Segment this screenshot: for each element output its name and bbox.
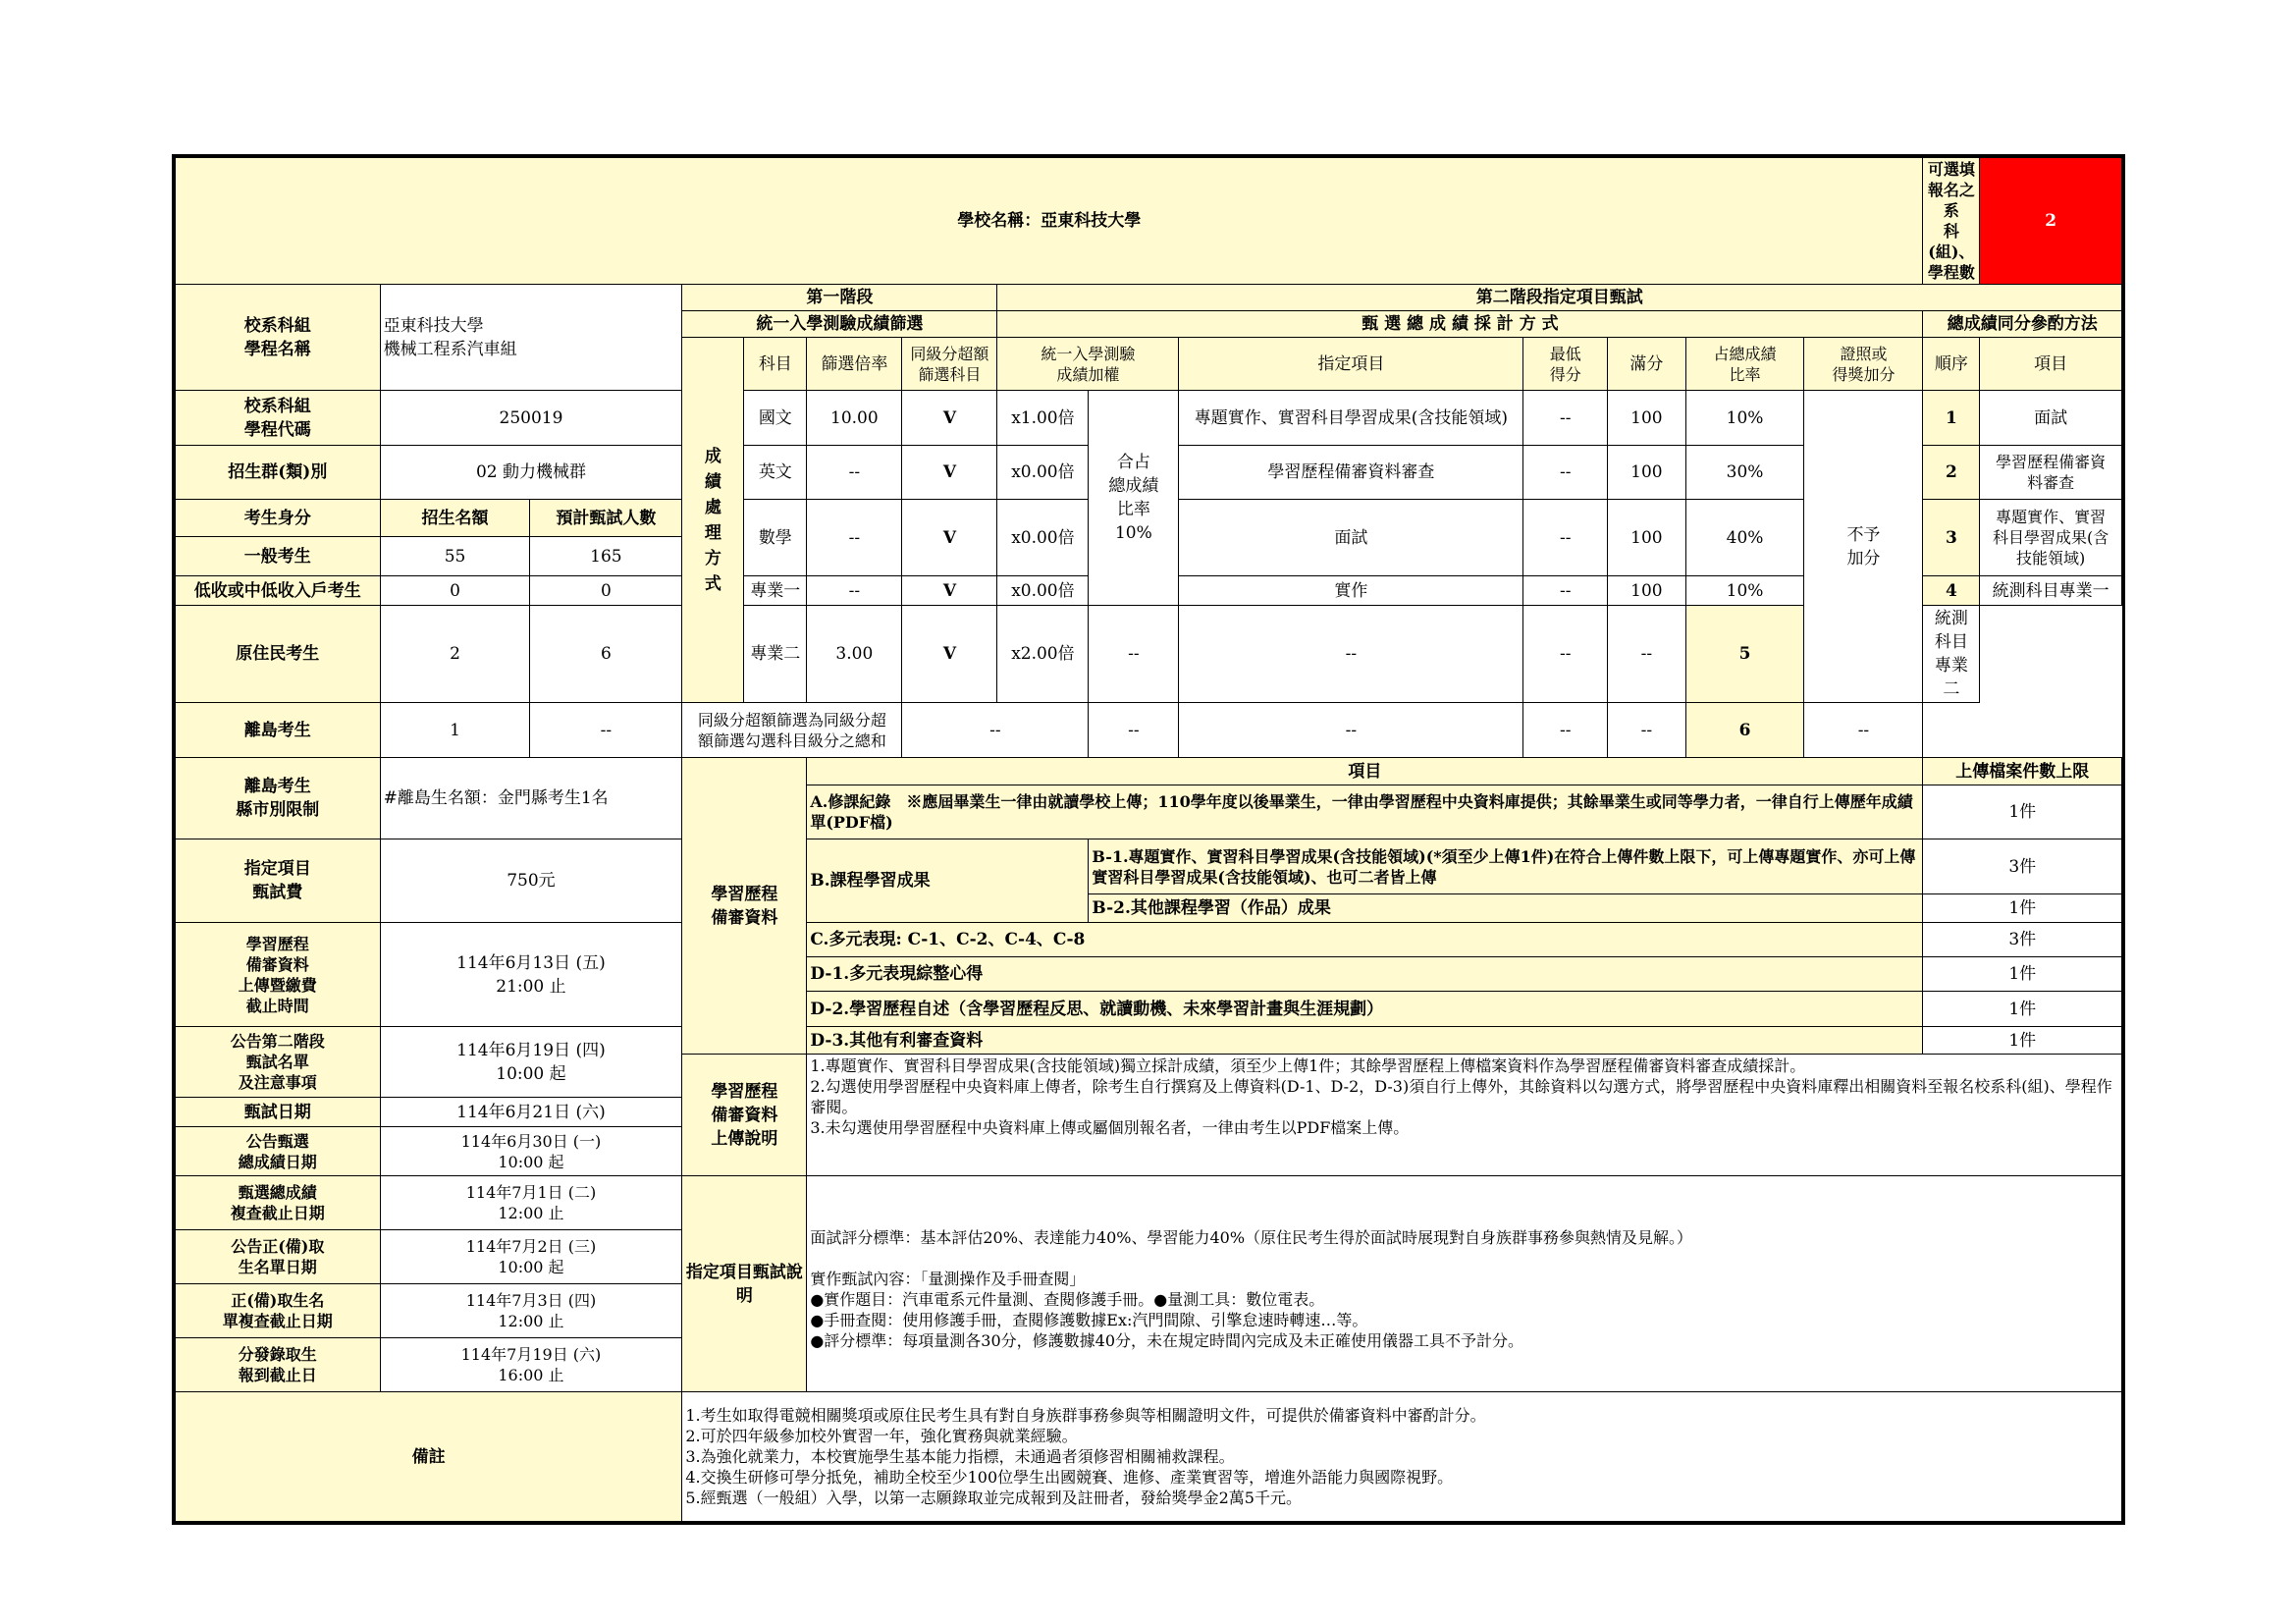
score-method-label: 成 績 處 理 方 式	[682, 338, 744, 703]
ratio-cell: --	[807, 500, 902, 576]
same-cell: V	[902, 446, 997, 500]
portfolio-limit-d3: 1件	[1923, 1027, 2122, 1055]
report-deadline-label: 分發錄取生 報到截止日	[176, 1338, 381, 1392]
group-label: 招生群(類)別	[176, 446, 381, 500]
min-cell: --	[1179, 703, 1523, 758]
portfolio-item-c: C.多元表現: C-1、C-2、C-4、C-8	[807, 923, 1923, 957]
col-min: 最低 得分	[1523, 338, 1608, 391]
remarks-label: 備註	[176, 1392, 682, 1522]
col-full: 滿分	[1608, 338, 1686, 391]
full-cell: 100	[1608, 576, 1686, 606]
portfolio-limit-b2: 1件	[1923, 894, 2122, 923]
col-pct: 占總成績 比率	[1685, 338, 1804, 391]
exam-date-label: 甄試日期	[176, 1098, 381, 1127]
admit-review-value: 114年7月3日 (四) 12:00 止	[380, 1284, 682, 1338]
pct-cell: 40%	[1685, 500, 1804, 576]
col-bonus: 證照或 得獎加分	[1804, 338, 1923, 391]
tie-item: 統測科目專業二	[1923, 606, 1980, 703]
tie-title: 總成績同分參酌方法	[1923, 311, 2122, 338]
tie-order: 6	[1685, 703, 1804, 758]
quota-general: 55	[380, 537, 530, 576]
item-cell: --	[1089, 703, 1179, 758]
tie-item: 專題實作、實習 科目學習成果(含 技能領域)	[1980, 500, 2122, 576]
portfolio-col-item: 項目	[807, 758, 1923, 785]
tie-order: 3	[1923, 500, 1980, 576]
portfolio-item-a: A.修課紀錄 ※應屆畢業生一律由就讀學校上傳；110學年度以後畢業生，一律由學習歷程中央資料庫提供；其餘畢業生或同等學力者，一律自行上傳歷年成績單(PDF檔)	[807, 785, 1923, 839]
portfolio-deadline-value: 114年6月13日 (五) 21:00 止	[380, 923, 682, 1027]
tie-order: 4	[1923, 576, 1980, 606]
portfolio-limit-c: 3件	[1923, 923, 2122, 957]
stage2-title: 第二階段指定項目甄試	[997, 285, 2122, 311]
upload-label: 學習歷程 備審資料 上傳說明	[682, 1055, 807, 1176]
weight-cell: x0.00倍	[997, 576, 1089, 606]
weight-cell: x0.00倍	[997, 446, 1089, 500]
portfolio-limit-d2: 1件	[1923, 992, 2122, 1027]
weight-cell: x1.00倍	[997, 391, 1089, 446]
min-cell: --	[1523, 391, 1608, 446]
item-cell: 學習歷程備審資料審查	[1179, 446, 1523, 500]
subject-cell: 數學	[744, 500, 807, 576]
dept-code-value: 250019	[380, 391, 682, 446]
report-deadline-value: 114年7月19日 (六) 16:00 止	[380, 1338, 682, 1392]
identity-general: 一般考生	[176, 537, 381, 576]
dept-name-value: 亞東科技大學 機械工程系汽車組	[380, 285, 682, 391]
island-limit-value: #離島生名額：金門縣考生1名	[380, 758, 682, 839]
tie-item: 面試	[1980, 391, 2122, 446]
expected-island: --	[530, 703, 682, 758]
pct-cell: --	[1608, 606, 1686, 703]
identity-label: 考生身分	[176, 500, 381, 537]
announce-score-label: 公告甄選 總成績日期	[176, 1127, 381, 1176]
portfolio-limit-a: 1件	[1923, 785, 2122, 839]
portfolio-item-b: B.課程學習成果	[807, 839, 1089, 923]
portfolio-item-d3: D-3.其他有利審查資料	[807, 1027, 1923, 1055]
stage1-title: 第一階段	[682, 285, 997, 311]
expected-label: 預計甄試人數	[530, 500, 682, 537]
portfolio-deadline-label: 學習歷程 備審資料 上傳暨繳費 截止時間	[176, 923, 381, 1027]
tie-item: 學習歷程備審資 料審查	[1980, 446, 2122, 500]
announce-admit-value: 114年7月2日 (三) 10:00 起	[380, 1230, 682, 1284]
same-cell: V	[902, 500, 997, 576]
same-cell: V	[902, 606, 997, 703]
exam-text: 面試評分標準：基本評估20%、表達能力40%、學習能力40%（原住民考生得於面試時展現對自身族群事務參與熱情及見解。） 實作甄試內容：「量測操作及手冊查閱」 ●實作題目：汽車電系元件量測、查閱修護手冊。●量測工具：數位電表。 ●手冊查閱：使用修護手冊，查閱修護數據Ex:汽門間隙、引擎怠速時轉速…等。 ●評分標準：每項量測各30分，修護數據40分，未在規定時間內完成及未正確使用儀器工具不予計分。	[807, 1176, 2122, 1392]
tie-order: 2	[1923, 446, 1980, 500]
subject-cell: 專業二	[744, 606, 807, 703]
dept-code-label: 校系科組 學程代碼	[176, 391, 381, 446]
tie-item: --	[1804, 703, 1923, 758]
tie-order: 5	[1685, 606, 1804, 703]
score-review-value: 114年7月1日 (二) 12:00 止	[380, 1176, 682, 1230]
quota-indigenous: 2	[380, 606, 530, 703]
portfolio-limit-b1: 3件	[1923, 839, 2122, 894]
score-review-label: 甄選總成績 複查截止日期	[176, 1176, 381, 1230]
island-limit-label: 離島考生 縣市別限制	[176, 758, 381, 839]
exam-date-value: 114年6月21日 (六)	[380, 1098, 682, 1127]
school-name: 學校名稱：亞東科技大學	[176, 158, 1923, 285]
same-score-note: 同級分超額篩選為同級分超 額篩選勾選科目級分之總和	[682, 703, 902, 758]
col-item: 指定項目	[1179, 338, 1523, 391]
same-cell: V	[902, 391, 997, 446]
pct-cell: 10%	[1685, 576, 1804, 606]
stage1-subtitle: 統一入學測驗成績篩選	[682, 311, 997, 338]
item-cell: 實作	[1179, 576, 1523, 606]
tie-order: 1	[1923, 391, 1980, 446]
min-cell: --	[1179, 606, 1523, 703]
full-cell: --	[1523, 606, 1608, 703]
full-cell: 100	[1608, 500, 1686, 576]
full-cell: --	[1523, 703, 1608, 758]
announce-stage2-label: 公告第二階段 甄試名單 及注意事項	[176, 1027, 381, 1098]
dept-count-value: 2	[1980, 158, 2122, 285]
col-ratio: 篩選倍率	[807, 338, 902, 391]
announce-admit-label: 公告正(備)取 生名單日期	[176, 1230, 381, 1284]
quota-label: 招生名額	[380, 500, 530, 537]
min-cell: --	[1523, 446, 1608, 500]
ratio-cell: --	[807, 576, 902, 606]
subject-cell: 專業一	[744, 576, 807, 606]
col-subject: 科目	[744, 338, 807, 391]
bonus-value: 不予 加分	[1804, 391, 1923, 703]
subject-cell: 英文	[744, 446, 807, 500]
weight-cell: x2.00倍	[997, 606, 1089, 703]
weight-cell: x0.00倍	[997, 500, 1089, 576]
quota-island: 1	[380, 703, 530, 758]
quota-lowincome: 0	[380, 576, 530, 606]
dept-count-label: 可選填報名之系 科(組)、學程數	[1923, 158, 1980, 285]
identity-lowincome: 低收或中低收入戶考生	[176, 576, 381, 606]
ratio-cell: 3.00	[807, 606, 902, 703]
admit-review-label: 正(備)取生名 單複查截止日期	[176, 1284, 381, 1338]
subject-cell: 國文	[744, 391, 807, 446]
item-cell: 專題實作、實習科目學習成果(含技能領域)	[1179, 391, 1523, 446]
portfolio-item-d2: D-2.學習歷程自述（含學習歷程反思、就讀動機、未來學習計畫與生涯規劃）	[807, 992, 1923, 1027]
min-cell: --	[1523, 500, 1608, 576]
item-cell: --	[1089, 606, 1179, 703]
col-weight: 統一入學測驗 成績加權	[997, 338, 1179, 391]
fee-value: 750元	[380, 839, 682, 923]
identity-indigenous: 原住民考生	[176, 606, 381, 703]
full-cell: 100	[1608, 391, 1686, 446]
ratio-cell: 10.00	[807, 391, 902, 446]
admission-sheet	[172, 154, 2125, 1525]
portfolio-limit-d1: 1件	[1923, 957, 2122, 992]
dept-name-label: 校系科組 學程名稱	[176, 285, 381, 391]
same-cell: V	[902, 576, 997, 606]
portfolio-item-b2: B-2.其他課程學習（作品）成果	[1089, 894, 1923, 923]
min-cell: --	[1523, 576, 1608, 606]
identity-island: 離島考生	[176, 703, 381, 758]
announce-stage2-value: 114年6月19日 (四) 10:00 起	[380, 1027, 682, 1098]
stage2-subtitle: 甄 選 總 成 績 採 計 方 式	[997, 311, 1923, 338]
exam-label: 指定項目甄試說 明	[682, 1176, 807, 1392]
pct-cell: 30%	[1685, 446, 1804, 500]
col-tie-item: 項目	[1980, 338, 2122, 391]
portfolio-item-d1: D-1.多元表現綜整心得	[807, 957, 1923, 992]
portfolio-col-limit: 上傳檔案件數上限	[1923, 758, 2122, 785]
tie-item: 統測科目專業一	[1980, 576, 2122, 606]
upload-text: 1.專題實作、實習科目學習成果(含技能領域)獨立採計成績，須至少上傳1件；其餘學習歷程上傳檔案資料作為學習歷程備審資料審查成績採計。 2.勾選使用學習歷程中央資料庫上傳者，除考生自行撰寫及上傳資料(D-1、D-2，D-3)須自行上傳外，其餘資料以勾選方式，將學習歷程中央資料庫釋出相關資料至報名校系科(組)、學程作審閱。 3.未勾選使用學習歷程中央資料庫上傳或屬個別報名者，一律由考生以PDF檔案上傳。	[807, 1055, 2122, 1176]
group-value: 02 動力機械群	[380, 446, 682, 500]
expected-lowincome: 0	[530, 576, 682, 606]
portfolio-item-b1: B-1.專題實作、實習科目學習成果(含技能領域)(*須至少上傳1件)在符合上傳件數上限下，可上傳專題實作、亦可上傳實習科目學習成果(含技能領域)、也可二者皆上傳	[1089, 839, 1923, 894]
portfolio-label: 學習歷程 備審資料	[682, 758, 807, 1055]
item-cell: 面試	[1179, 500, 1523, 576]
fee-label: 指定項目 甄試費	[176, 839, 381, 923]
ratio-cell: --	[807, 446, 902, 500]
same-note-weight: --	[902, 703, 1089, 758]
admission-table	[175, 157, 2122, 1522]
expected-indigenous: 6	[530, 606, 682, 703]
total-ratio-note: 合占 總成績 比率 10%	[1089, 391, 1179, 606]
announce-score-value: 114年6月30日 (一) 10:00 起	[380, 1127, 682, 1176]
col-same-score: 同級分超額 篩選科目	[902, 338, 997, 391]
col-order: 順序	[1923, 338, 1980, 391]
full-cell: 100	[1608, 446, 1686, 500]
pct-cell: 10%	[1685, 391, 1804, 446]
expected-general: 165	[530, 537, 682, 576]
pct-cell: --	[1608, 703, 1686, 758]
remarks-text: 1.考生如取得電競相關獎項或原住民考生具有對自身族群事務參與等相關證明文件，可提供於備審資料中審酌計分。 2.可於四年級參加校外實習一年，強化實務與就業經驗。 3.為強化就業力，本校實施學生基本能力指標，未通過者須修習相關補救課程。 4.交換生研修可學分抵免，補助全校至少100位學生出國競賽、進修、產業實習等，增進外語能力與國際視野。 5.經甄選（一般組）入學，以第一志願錄取並完成報到及註冊者，發給獎學金2萬5千元。	[682, 1392, 2122, 1522]
